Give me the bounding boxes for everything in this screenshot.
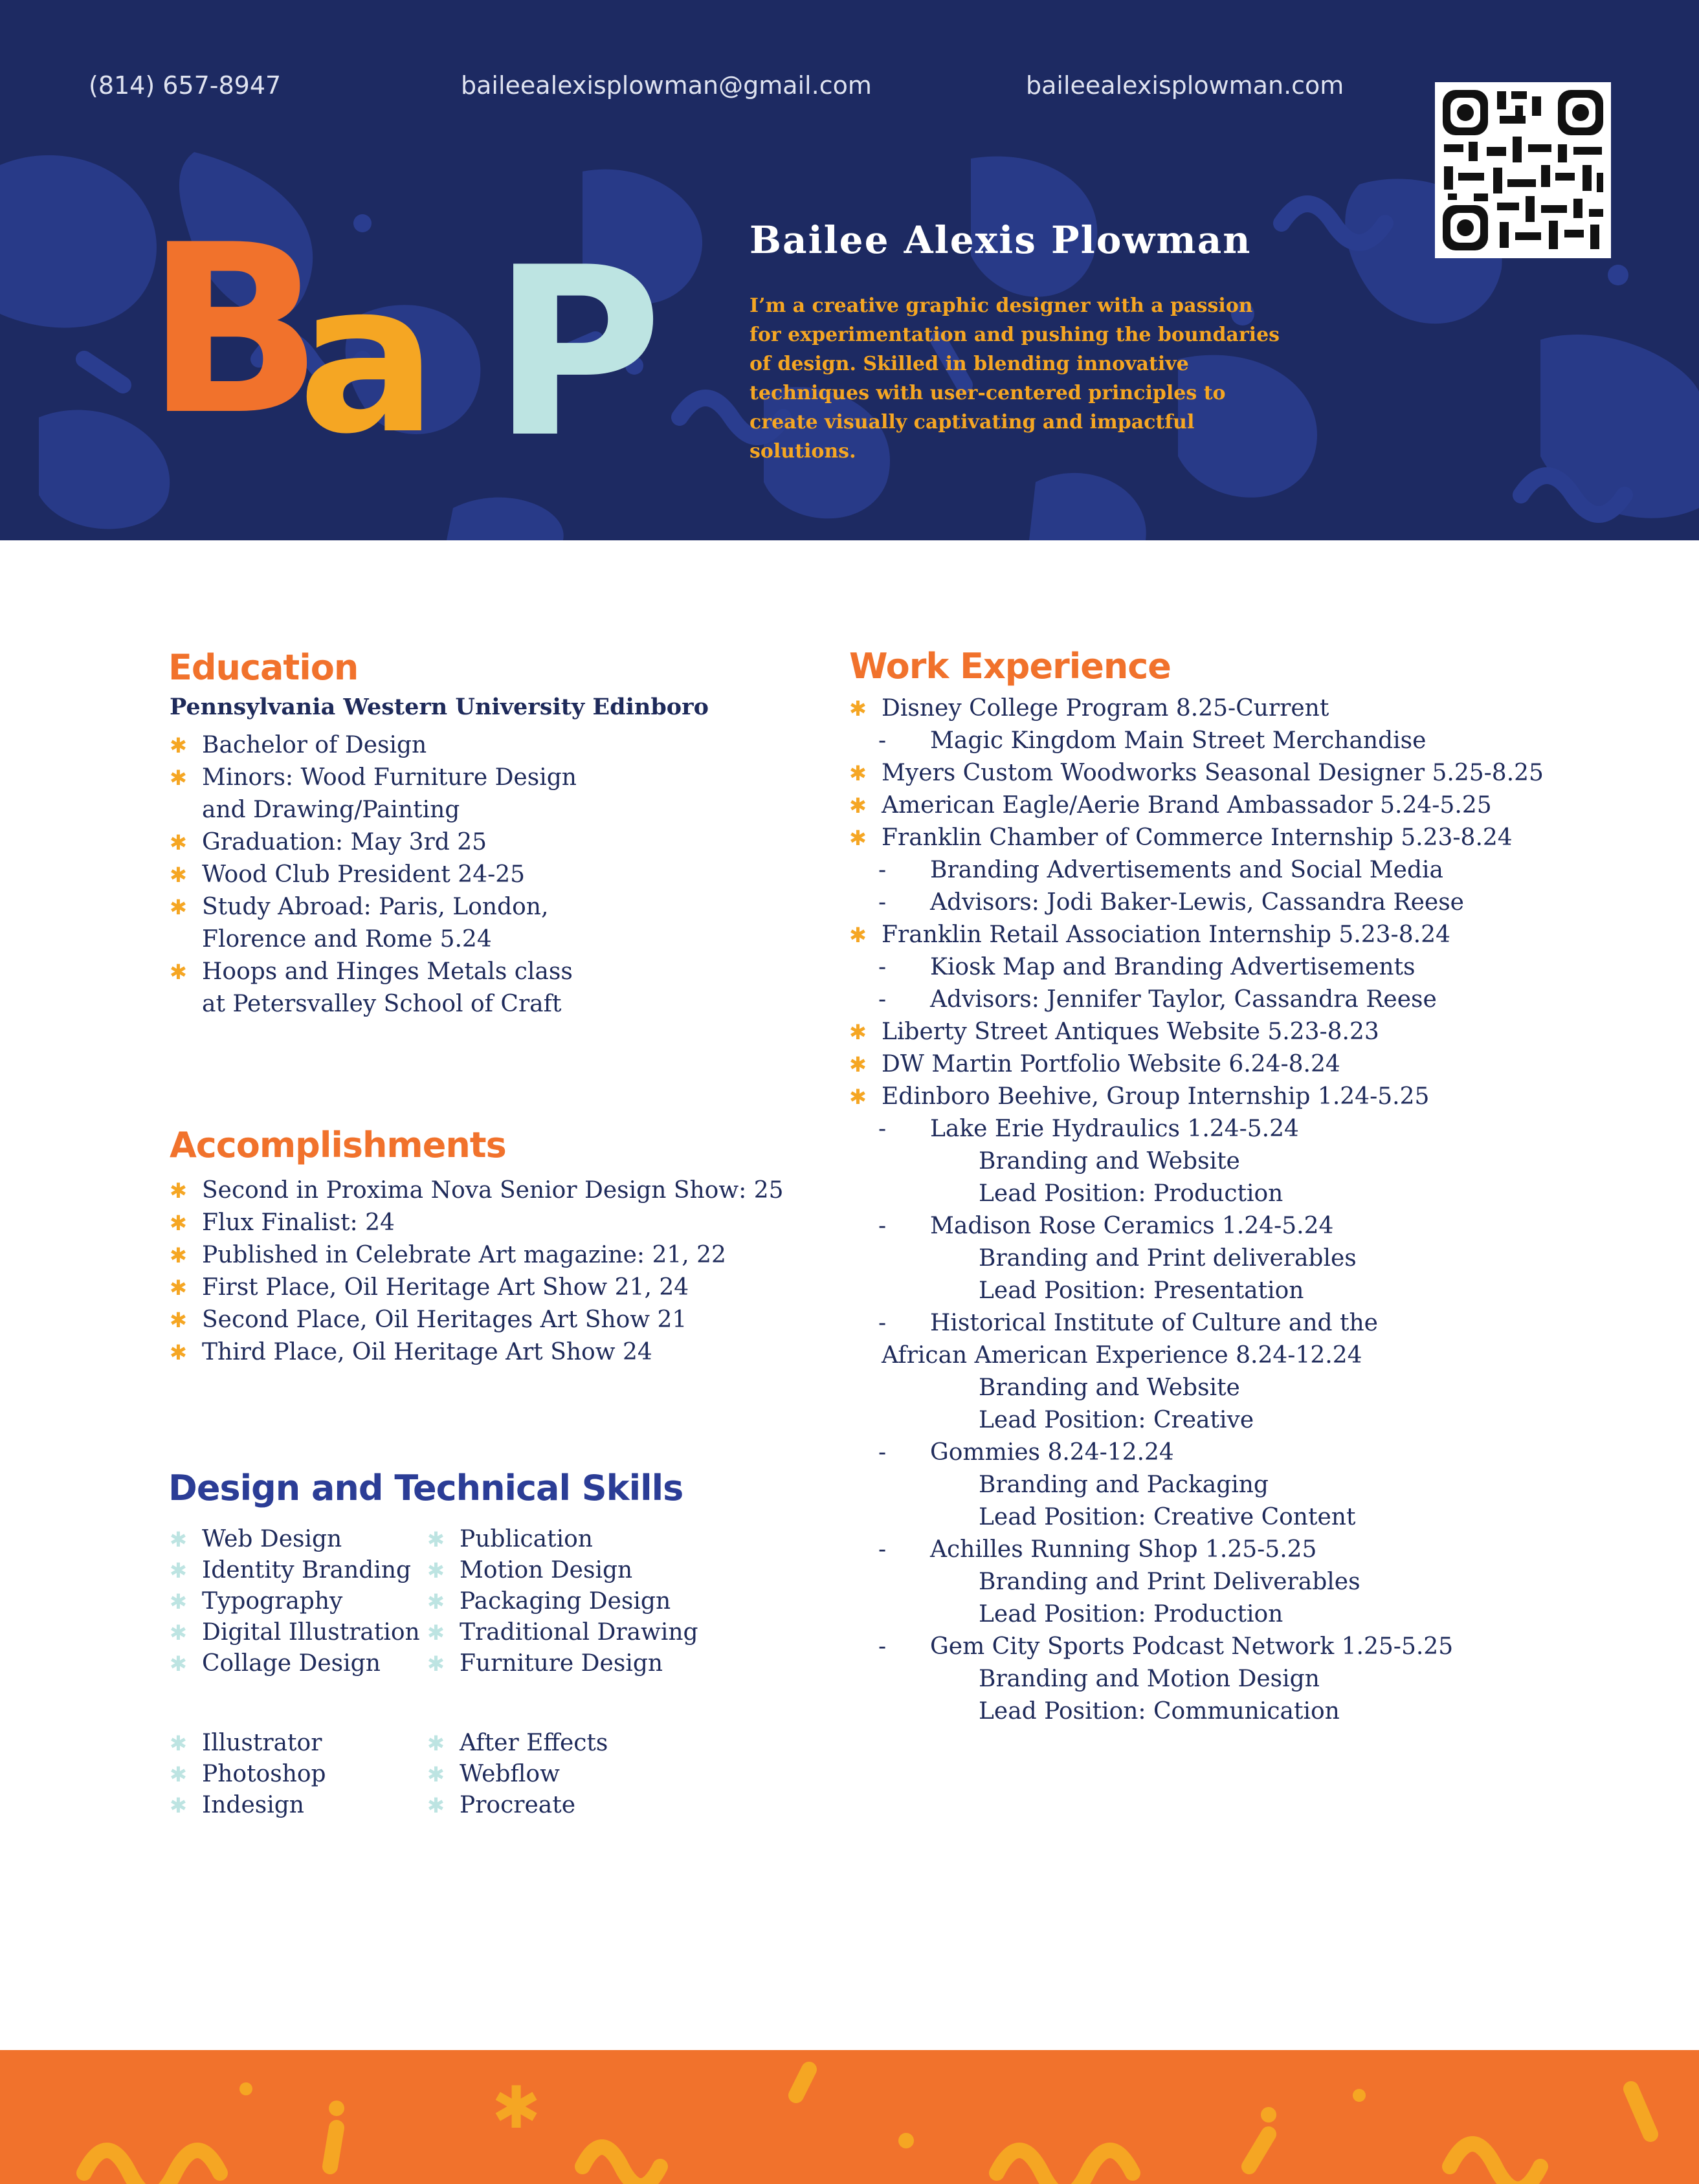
- skill-item: ✱ Publication: [427, 1524, 698, 1555]
- list-item: ✱ Minors: Wood Furniture Design: [170, 762, 577, 794]
- list-item: ✱ Flux Finalist: 24: [170, 1207, 784, 1239]
- job-detail: [849, 854, 1544, 887]
- dash-marker: -: [878, 1213, 887, 1239]
- job-detail-text: Gem City Sports Podcast Network 1.25-5.25: [930, 1633, 1454, 1660]
- tool-item: ✱ After Effects: [427, 1728, 608, 1759]
- job-detail-text: Advisors: Jodi Baker-Lewis, Cassandra Reese: [930, 889, 1464, 916]
- job-detail: [849, 1534, 1544, 1566]
- job-detail-text: Branding Advertisements and Social Media: [930, 857, 1443, 883]
- job-detail-text: Historical Institute of Culture and the: [930, 1310, 1378, 1336]
- dash-marker: -: [878, 954, 887, 980]
- logo-letter-a: a: [298, 239, 438, 447]
- dash-marker: -: [878, 986, 887, 1013]
- skill-item: ✱ Traditional Drawing: [427, 1617, 698, 1648]
- profile-name: Bailee Alexis Plowman: [750, 218, 1252, 262]
- accomplishments-title: Accomplishments: [170, 1125, 506, 1165]
- job-sub-detail: Branding and Print Deliverables: [979, 1569, 1360, 1595]
- logo-letter-p: P: [492, 220, 663, 447]
- job-sub-detail: Branding and Motion Design: [979, 1666, 1320, 1692]
- skill-item: ✱ Typography: [170, 1586, 420, 1617]
- list-item: [170, 923, 577, 956]
- dash-marker: -: [878, 889, 887, 916]
- tool-item: ✱ Illustrator: [170, 1728, 326, 1759]
- skill-item: ✱ Identity Branding: [170, 1555, 420, 1586]
- list-item: ✱ First Place, Oil Heritage Art Show 21, 24: [170, 1272, 784, 1304]
- list-item: [170, 988, 577, 1020]
- job-item: ✱ Franklin Retail Association Internship 5.23-8.24: [849, 919, 1544, 951]
- website-link[interactable]: baileealexisplowman.com: [1026, 71, 1344, 100]
- job-item: ✱ Liberty Street Antiques Website 5.23-8.23: [849, 1016, 1544, 1048]
- dash-marker: -: [878, 1633, 887, 1660]
- job-sub-detail: Branding and Website: [979, 1148, 1240, 1175]
- dash-marker: -: [878, 1310, 887, 1336]
- job-sub-detail: Branding and Packaging: [979, 1472, 1269, 1498]
- tool-item: ✱ Webflow: [427, 1759, 608, 1790]
- skill-item: ✱ Furniture Design: [427, 1648, 698, 1679]
- job-detail-text: Lake Erie Hydraulics 1.24-5.24: [930, 1116, 1299, 1142]
- tools-list-col1: [170, 1728, 326, 1821]
- job-detail: [849, 951, 1544, 984]
- job-item: ✱ Myers Custom Woodworks Seasonal Designer 5.25-8.25: [849, 757, 1544, 789]
- list-item-continued: and Drawing/Painting: [202, 797, 460, 823]
- job-sub-detail: Branding and Print deliverables: [979, 1245, 1357, 1272]
- footer-banner: [0, 2050, 1699, 2184]
- list-item: ✱ Bachelor of Design: [170, 729, 577, 762]
- qr-code[interactable]: [1435, 82, 1611, 258]
- tool-item: ✱ Photoshop: [170, 1759, 326, 1790]
- list-item: ✱ Hoops and Hinges Metals class: [170, 956, 577, 988]
- job-sub-detail: Lead Position: Communication: [979, 1698, 1340, 1725]
- job-sub-detail: Lead Position: Creative: [979, 1407, 1254, 1433]
- dash-marker: -: [878, 1116, 887, 1142]
- job-detail: [849, 725, 1544, 757]
- job-sub-detail: Lead Position: Production: [979, 1601, 1283, 1627]
- footer-asterisk-icon: ✱: [492, 2074, 541, 2142]
- job-detail: [849, 1307, 1544, 1340]
- list-item: ✱ Wood Club President 24-25: [170, 859, 577, 891]
- job-item: ✱ American Eagle/Aerie Brand Ambassador 5.24-5.25: [849, 789, 1544, 822]
- tool-item: ✱ Indesign: [170, 1790, 326, 1821]
- list-item-continued: at Petersvalley School of Craft: [202, 991, 562, 1017]
- work-title: Work Experience: [849, 646, 1171, 687]
- skill-item: ✱ Web Design: [170, 1524, 420, 1555]
- job-detail: [849, 1437, 1544, 1469]
- skills-list-col1: [170, 1524, 420, 1679]
- job-detail: [849, 887, 1544, 919]
- job-detail: [849, 1113, 1544, 1145]
- job-detail-continued: African American Experience 8.24-12.24: [882, 1342, 1362, 1369]
- phone-number[interactable]: (814) 657-8947: [89, 71, 282, 100]
- dash-marker: -: [878, 1536, 887, 1563]
- job-item: ✱ Franklin Chamber of Commerce Internship 5.23-8.24: [849, 822, 1544, 854]
- accomplishments-list: [170, 1175, 784, 1369]
- job-detail-text: Magic Kingdom Main Street Merchandise: [930, 727, 1427, 754]
- list-item: ✱ Graduation: May 3rd 25: [170, 826, 577, 859]
- footer-pattern: [0, 2050, 1699, 2184]
- job-detail: [849, 984, 1544, 1016]
- job-detail-text: Kiosk Map and Branding Advertisements: [930, 954, 1416, 980]
- job-detail-text: Achilles Running Shop 1.25-5.25: [930, 1536, 1317, 1563]
- job-item: ✱ Edinboro Beehive, Group Internship 1.24-5.25: [849, 1081, 1544, 1113]
- tool-item: ✱ Procreate: [427, 1790, 608, 1821]
- dash-marker: -: [878, 857, 887, 883]
- header-banner: [0, 0, 1699, 540]
- skill-item: ✱ Packaging Design: [427, 1586, 698, 1617]
- bap-logo: [146, 220, 676, 447]
- job-sub-detail: Lead Position: Production: [979, 1180, 1283, 1207]
- list-item: ✱ Published in Celebrate Art magazine: 21, 22: [170, 1239, 784, 1272]
- job-detail-text: Madison Rose Ceramics 1.24-5.24: [930, 1213, 1334, 1239]
- skills-list-col2: [427, 1524, 698, 1679]
- list-item: ✱ Second in Proxima Nova Senior Design Show: 25: [170, 1175, 784, 1207]
- education-title: Education: [168, 647, 359, 688]
- education-school: Pennsylvania Western University Edinboro: [170, 694, 709, 720]
- dash-marker: -: [878, 727, 887, 754]
- logo-letter-b: B: [146, 220, 324, 447]
- list-item: ✱ Second Place, Oil Heritages Art Show 21: [170, 1304, 784, 1336]
- list-item: ✱ Study Abroad: Paris, London,: [170, 891, 577, 923]
- job-detail-text: Gommies 8.24-12.24: [930, 1439, 1174, 1466]
- job-sub-detail: Lead Position: Creative Content: [979, 1504, 1356, 1530]
- job-detail: [849, 1210, 1544, 1242]
- email-link[interactable]: baileealexisplowman@gmail.com: [461, 71, 872, 100]
- skill-item: ✱ Digital Illustration: [170, 1617, 420, 1648]
- job-item: ✱ DW Martin Portfolio Website 6.24-8.24: [849, 1048, 1544, 1081]
- skill-item: ✱ Collage Design: [170, 1648, 420, 1679]
- list-item-continued: Florence and Rome 5.24: [202, 926, 492, 953]
- dash-marker: -: [878, 1439, 887, 1466]
- list-item: [170, 794, 577, 826]
- job-detail-text: Advisors: Jennifer Taylor, Cassandra Reese: [930, 986, 1437, 1013]
- profile-bio: I’m a creative graphic designer with a passion for experimentation and pushing the boundaries of design. Skilled in blending innovative techniques with user-centered principles to create visually captivating and impactful solutions.: [750, 294, 1280, 463]
- work-list: [849, 692, 1544, 1728]
- skills-title: Design and Technical Skills: [168, 1468, 683, 1508]
- tools-list-col2: [427, 1728, 608, 1821]
- education-list: [170, 729, 577, 1020]
- job-item: ✱ Disney College Program 8.25-Current: [849, 692, 1544, 725]
- job-sub-detail: Lead Position: Presentation: [979, 1277, 1304, 1304]
- job-detail: [849, 1631, 1544, 1663]
- list-item: ✱ Third Place, Oil Heritage Art Show 24: [170, 1336, 784, 1369]
- skill-item: ✱ Motion Design: [427, 1555, 698, 1586]
- job-sub-detail: Branding and Website: [979, 1374, 1240, 1401]
